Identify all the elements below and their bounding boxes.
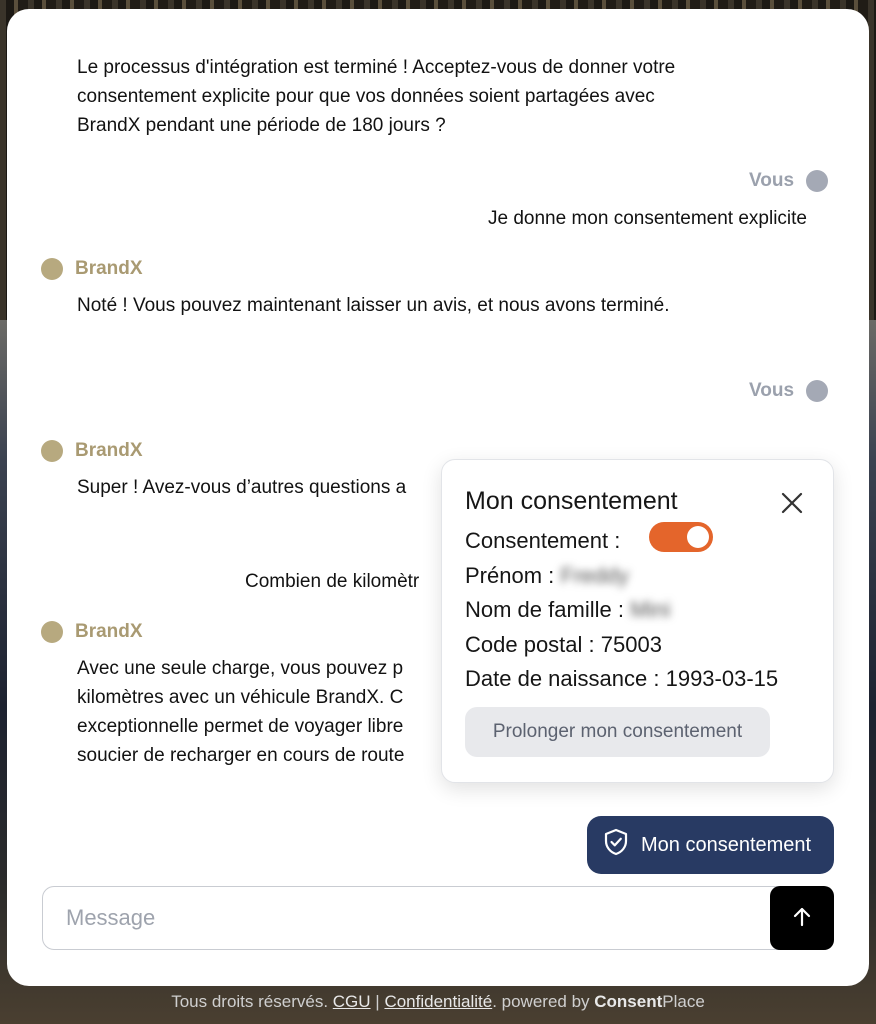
user-avatar-dot — [806, 380, 828, 402]
bot-message-text: Le processus d'intégration est terminé ! Acceptez-vous de donner votre consentement explicite pour que vos données soient partagées avec BrandX pendant une période de 180 jours ? — [77, 57, 676, 136]
bot-sender — [41, 621, 143, 643]
postal-label: Code postal : — [465, 632, 595, 657]
user-sender — [749, 170, 828, 192]
user-sender — [749, 380, 828, 402]
birthdate-label: Date de naissance : — [465, 666, 660, 691]
firstname-row — [465, 563, 629, 589]
consent-popover — [441, 459, 834, 783]
bot-sender-name: BrandX — [75, 621, 143, 642]
postal-value: 75003 — [600, 632, 662, 657]
user-sender-name: Vous — [749, 380, 795, 401]
user-message-text: Combien de kilomètr — [245, 571, 420, 592]
footer-brand-rest: Place — [662, 992, 705, 1011]
postal-row — [465, 632, 662, 658]
message-input[interactable] — [43, 887, 769, 949]
birthdate-value: 1993-03-15 — [665, 666, 779, 691]
firstname-label: Prénom : — [465, 563, 555, 588]
bot-message-text: Noté ! Vous pouvez maintenant laisser un avis, et nous avons terminé. — [77, 295, 670, 316]
bot-sender — [41, 258, 143, 280]
bot-sender-name: BrandX — [75, 258, 143, 279]
extend-consent-button[interactable]: Prolonger mon consentement — [465, 707, 770, 757]
footer-rights: Tous droits réservés. — [171, 992, 329, 1011]
bot-message-text: Super ! Avez-vous d’autres questions a — [77, 477, 407, 498]
privacy-link[interactable]: Confidentialité — [384, 992, 493, 1011]
bot-avatar-dot — [41, 621, 63, 643]
shield-check-icon — [601, 827, 641, 863]
footer-brand-bold: Consent — [594, 992, 663, 1011]
arrow-up-icon — [790, 905, 814, 932]
footer — [0, 992, 876, 1012]
footer-powered: . powered by — [492, 992, 595, 1011]
lastname-label: Nom de famille : — [465, 597, 624, 622]
user-sender-name: Vous — [749, 170, 795, 191]
bot-avatar-dot — [41, 258, 63, 280]
send-button[interactable] — [770, 886, 834, 950]
bot-sender — [41, 440, 143, 462]
bot-message-text: Avec une seule charge, vous pouvez p kilomètres avec un véhicule BrandX. C exceptionnelle permet de voyager libre soucier de recharger en cours de route — [77, 658, 405, 766]
my-consent-button[interactable] — [587, 816, 834, 874]
my-consent-label: Mon consentement — [641, 833, 812, 856]
consent-label: Consentement : — [465, 528, 621, 553]
lastname-row — [465, 597, 670, 623]
user-message-text: Je donne mon consentement explicite — [488, 208, 807, 229]
consent-toggle[interactable] — [649, 522, 713, 552]
toggle-knob — [687, 526, 709, 548]
birthdate-row — [465, 666, 778, 692]
footer-separator: | — [375, 992, 380, 1011]
bot-avatar-dot — [41, 440, 63, 462]
close-icon[interactable] — [778, 489, 806, 517]
popover-title: Mon consentement — [465, 487, 678, 515]
message-composer — [42, 886, 834, 950]
lastname-value: Mini — [630, 597, 671, 622]
firstname-value: Freddy — [560, 563, 629, 588]
cgu-link[interactable]: CGU — [332, 992, 371, 1011]
bot-sender-name: BrandX — [75, 440, 143, 461]
user-avatar-dot — [806, 170, 828, 192]
